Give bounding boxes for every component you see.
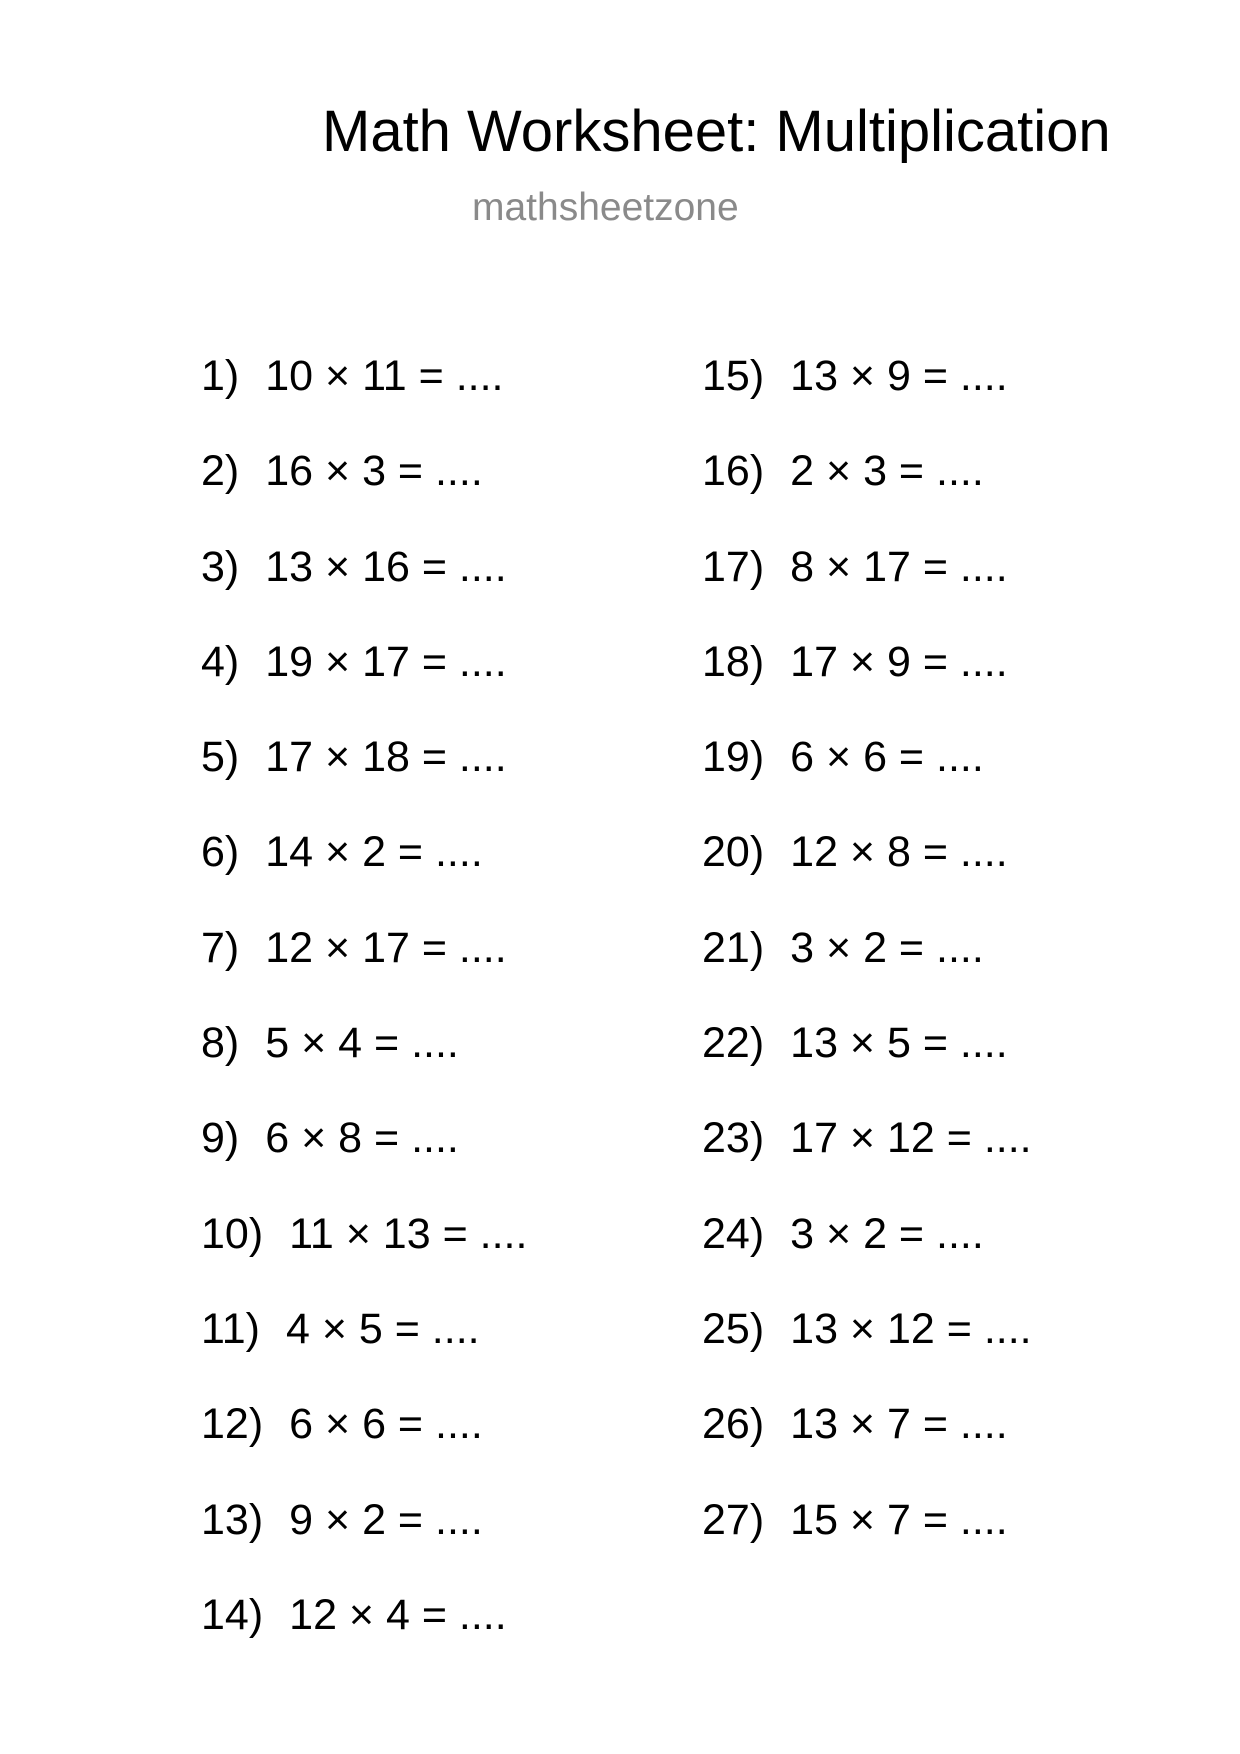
problem-expression: 13 × 7 = .... — [790, 1400, 1008, 1449]
problem-number: 2) — [201, 447, 240, 496]
problem-expression: 17 × 9 = .... — [790, 637, 1008, 686]
problems-column-right — [702, 350, 1032, 1589]
problem-number: 20) — [702, 828, 765, 877]
problem-expression: 19 × 17 = .... — [265, 637, 507, 686]
problem-number: 23) — [702, 1114, 765, 1163]
problem-number: 9) — [201, 1114, 240, 1163]
problem-expression: 6 × 6 = .... — [790, 733, 984, 782]
problem-20 — [702, 826, 1032, 921]
problem-expression: 12 × 17 = .... — [265, 923, 507, 972]
problem-expression: 15 × 7 = .... — [790, 1495, 1008, 1544]
problems-column-left — [201, 350, 527, 1684]
problem-11 — [201, 1303, 527, 1398]
problem-number: 27) — [702, 1495, 765, 1544]
problem-number: 17) — [702, 542, 765, 591]
problem-number: 3) — [201, 542, 240, 591]
problem-number: 24) — [702, 1209, 765, 1258]
problem-number: 1) — [201, 352, 240, 400]
problem-expression: 9 × 2 = .... — [289, 1495, 483, 1544]
problem-expression: 4 × 5 = .... — [285, 1304, 480, 1353]
problem-number: 12) — [201, 1400, 264, 1449]
problem-number: 26) — [702, 1400, 765, 1449]
problem-expression: 6 × 8 = .... — [265, 1114, 459, 1163]
problem-number: 7) — [201, 923, 240, 972]
problem-expression: 8 × 17 = .... — [790, 542, 1008, 591]
problem-number: 5) — [201, 733, 240, 782]
problem-13 — [201, 1494, 527, 1589]
problem-16 — [702, 445, 1032, 540]
problem-number: 6) — [201, 828, 240, 877]
problem-expression: 2 × 3 = .... — [790, 447, 984, 496]
problem-number: 18) — [702, 637, 765, 686]
problem-expression: 17 × 18 = .... — [265, 733, 507, 782]
problem-expression: 13 × 5 = .... — [790, 1019, 1008, 1068]
problem-19 — [702, 731, 1032, 826]
problem-number: 4) — [201, 637, 240, 686]
problem-23 — [702, 1112, 1032, 1207]
problem-expression: 3 × 2 = .... — [790, 1209, 984, 1258]
problem-expression: 12 × 4 = .... — [289, 1590, 507, 1639]
problem-expression: 10 × 11 = .... — [265, 352, 504, 400]
problem-number: 10) — [201, 1209, 264, 1258]
problem-21 — [702, 922, 1032, 1017]
problem-25 — [702, 1303, 1032, 1398]
problem-expression: 13 × 16 = .... — [265, 542, 507, 591]
problem-expression: 3 × 2 = .... — [790, 923, 984, 972]
problem-2 — [201, 445, 527, 540]
problem-9 — [201, 1112, 527, 1207]
problem-expression: 13 × 12 = .... — [790, 1304, 1032, 1353]
problem-expression: 11 × 13 = .... — [289, 1209, 528, 1258]
problem-4 — [201, 636, 527, 731]
problem-number: 22) — [702, 1019, 765, 1068]
problem-24 — [702, 1208, 1032, 1303]
problem-12 — [201, 1398, 527, 1493]
problem-expression: 13 × 9 = .... — [790, 352, 1008, 400]
problem-expression: 14 × 2 = .... — [265, 828, 483, 877]
problem-1 — [201, 350, 527, 445]
problem-number: 15) — [702, 352, 765, 400]
problem-5 — [201, 731, 527, 826]
problem-number: 8) — [201, 1019, 240, 1068]
problem-8 — [201, 1017, 527, 1112]
problem-26 — [702, 1398, 1032, 1493]
problem-6 — [201, 826, 527, 921]
problem-expression: 5 × 4 = .... — [265, 1019, 459, 1068]
problem-expression: 12 × 8 = .... — [790, 828, 1008, 877]
worksheet-title: Math Worksheet: Multiplication — [322, 99, 1111, 164]
problem-number: 25) — [702, 1304, 765, 1353]
problem-22 — [702, 1017, 1032, 1112]
problem-10 — [201, 1208, 527, 1303]
problem-18 — [702, 636, 1032, 731]
problem-number: 21) — [702, 923, 765, 972]
problem-number: 11) — [201, 1304, 260, 1353]
problem-7 — [201, 922, 527, 1017]
problem-number: 19) — [702, 733, 765, 782]
problem-expression: 6 × 6 = .... — [289, 1400, 483, 1449]
problem-number: 14) — [201, 1590, 264, 1639]
problem-number: 13) — [201, 1495, 264, 1544]
problem-expression: 16 × 3 = .... — [265, 447, 483, 496]
problem-expression: 17 × 12 = .... — [790, 1114, 1032, 1163]
worksheet-source: mathsheetzone — [472, 186, 739, 229]
problem-14 — [201, 1589, 527, 1684]
problem-27 — [702, 1494, 1032, 1589]
problem-3 — [201, 541, 527, 636]
problem-number: 16) — [702, 447, 765, 496]
problem-15 — [702, 350, 1032, 445]
problem-17 — [702, 541, 1032, 636]
